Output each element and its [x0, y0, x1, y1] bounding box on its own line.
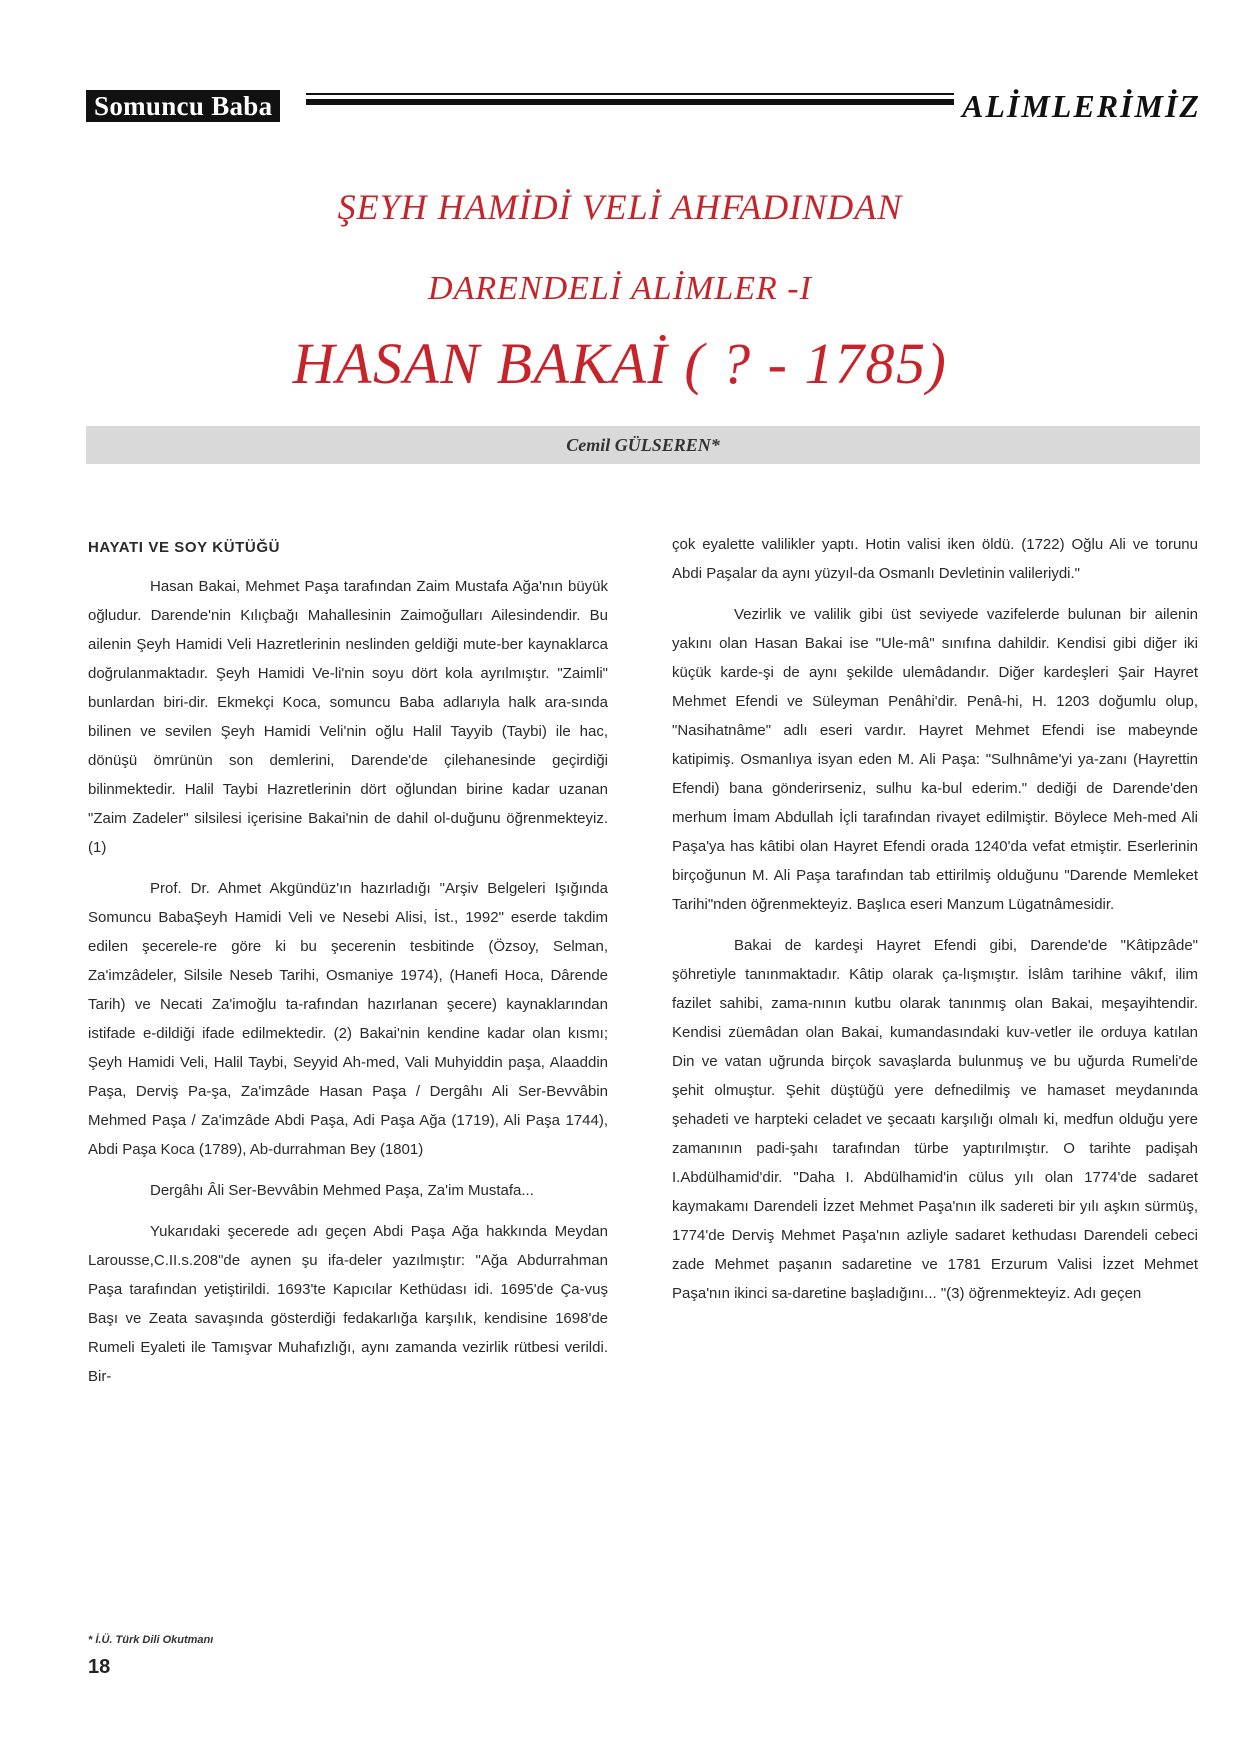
- paragraph: Yukarıdaki şecerede adı geçen Abdi Paşa Ağa hakkında Meydan Larousse,C.II.s.208"de aynen şu ifa-deler yazılmıştır: "Ağa Abdurrahman Paşa tarafından yetiştirildi. 1693'te Kapıcılar Kethüdası idi. 1695'de Ça-vuş Başı ve Zeata savaşında gösterdiği fedakarlığa karşılık, kendisine 1698'de Rumeli Eyaleti ile Tamışvar Muhafızlığı, aynı zamanda vezirlik rütbesi verildi. Bir-: [88, 1223, 608, 1385]
- page-number: 18: [88, 1656, 111, 1678]
- magazine-brand: Somuncu Baba: [86, 90, 280, 122]
- section-heading: HAYATI VE SOY KÜTÜĞÜ: [88, 539, 281, 556]
- header-rule-thick: [306, 99, 954, 105]
- page-header: [86, 88, 1200, 124]
- paragraph: çok eyalette valilikler yaptı. Hotin valisi iken öldü. (1722) Oğlu Ali ve torunu Abdi Paşalar da aynı yüzyıl-da Osmanlı Devletinin valileriydi.": [672, 536, 1198, 582]
- left-column: [88, 534, 608, 1403]
- paragraph: Hasan Bakai, Mehmet Paşa tarafından Zaim Mustafa Ağa'nın büyük oğludur. Darende'nin Kılıçbağı Mahallesinin Zaimoğulları Ailesindendir. Bu ailenin Şeyh Hamidi Veli Hazretlerinin neslinden geldiği mute-ber kaynaklarca doğrulanmaktadır. Şeyh Hamidi Ve-li'nin soyu dört kola ayrılmıştır. "Zaimli" bunlardan biri-dir. Ekmekçi Koca, somuncu Baba adlarıyla halk ara-sında bilinen ve sevilen Şeyh Hamidi Veli'nin oğlu Halil Tayyib (Taybi) ile hac, dönüşü ömrünün son demlerini, Darende'de çilehanesinde geçirdiği bilinmektedir. Halil Taybi Hazretlerinin dört oğlundan birine kadar uzanan "Zaim Zadeler" silsilesi içerisine Bakai'nin de dahil ol-duğunu öğrenmekteyiz.(1): [88, 578, 608, 856]
- article-title-main: HASAN BAKAİ ( ? - 1785): [292, 331, 948, 396]
- article-title-line-2: DARENDELİ ALİMLER -I: [428, 270, 812, 307]
- paragraph: Prof. Dr. Ahmet Akgündüz'ın hazırladığı "Arşiv Belgeleri Işığında Somuncu BabaŞeyh Hamidi Veli ve Nesebi Alisi, İst., 1992" eserde takdim edilen şecerele-re göre ki bu şecerenin tesbitinde (Özsoy, Selman, Za'imzâdeler, Silsile Neseb Tarihi, Osmaniye 1974), (Hanefi Hoca, Dârende Tarih) ve Necati Za'imoğlu ta-rafından hazırlanan şecere) kaynaklarından istifade e-dildiği ifade edilmektedir. (2) Bakai'nin kendine kadar olan kısmı; Şeyh Hamidi Veli, Halil Taybi, Seyyid Ah-med, Vali Muhyiddin paşa, Alaaddin Paşa, Derviş Pa-şa, Za'imzâde Hasan Paşa / Dergâhı Ali Ser-Bevvâbin Mehmed Paşa / Za'imzâde Abdi Paşa, Adi Paşa Ağa (1719), Ali Paşa 1744), Abdi Paşa Koca (1789), Ab-durrahman Bey (1801): [88, 880, 608, 1158]
- footnote: * İ.Ü. Türk Dili Okutmanı: [88, 1634, 214, 1646]
- section-title: ALİMLERİMİZ: [962, 88, 1201, 124]
- right-column: [672, 530, 1198, 1320]
- header-rule-thin: [306, 93, 954, 95]
- paragraph: Vezirlik ve valilik gibi üst seviyede vazifelerde bulunan bir ailenin yakını olan Hasan Bakai ise "Ule-mâ" sınıfına dahildir. Kendisi gibi diğer iki küçük karde-şi de aynı şekilde ulemâdandır. Diğer kardeşleri Şair Hayret Mehmet Efendi ve Süleyman Penâhi'dir. Penâ-hi, H. 1203 doğumlu olup, "Nasihatnâme" adlı eseri vardır. Hayret Mehmet Efendi ise mabeynde katipimiş. Osmanlıya isyan eden M. Ali Paşa: "Sulhnâme'yi ya-zanı (Hayrettin Efendi) bana gönderirseniz, sulhu ka-bul ederim." dediği de Darende'den merhum İmam Abdullah İçli tarafından rivayet edilmiştir. Böylece Meh-med Ali Paşa'ya has kâtibi olan Hayret Efendi orada 1240'da vefat etmiştir. Eserlerinin birçoğunun M. Ali Paşa tarafından tab ettirilmiş olduğunu "Darende Memleket Tarihi"nden öğrenmekteyiz. Başlıca eseri Manzum Lügatnâmesidir.: [672, 606, 1198, 913]
- author-band: [86, 426, 1200, 464]
- paragraph: Dergâhı Âli Ser-Bevvâbin Mehmed Paşa, Za'im Mustafa...: [150, 1182, 534, 1199]
- author-name: Cemil GÜLSEREN*: [566, 435, 720, 455]
- article-title-line-1: ŞEYH HAMİDİ VELİ AHFADINDAN: [337, 187, 903, 227]
- paragraph: Bakai de kardeşi Hayret Efendi gibi, Darende'de "Kâtipzâde" şöhretiyle tanınmaktadır. Kâtip olarak ça-lışmıştır. İslâm tarihine vâkıf, ilim fazilet sahibi, zama-nının kutbu olarak tanınmış olan Bakai, meşayihtendir. Kendisi züemâdan olan Bakai, kumandasındaki kuv-vetler ile orduya katılan Din ve vatan uğrunda birçok savaşlarda bulunmuş ve bu uğurda Rumeli'de şehit olmuştur. Şehit düştüğü yere defnedilmiş ve hamaset meydanında şehadeti ve harpteki celadet ve şecaatı karşılığı olmalı ki, medfun olduğu yere zamanının padi-şahı tarafından türbe yaptırılmıştır. O tarihte padişah I.Abdülhamid'dir. "Daha I. Abdülhamid'in cülus yılı olan 1774'de sadaret kaymakamı Darendeli İzzet Mehmet Paşa'nın ilk sadereti bir yılı aşkın sürmüş, 1774'de Derviş Mehmet Paşa'nın azliyle sadaret kethudası Darendeli cebeci zade Mehmet paşanın sadaretine ve 1781 Erzurum Valisi İzzet Mehmet Paşa'nın ikinci sa-daretine başladığını... "(3) öğrenmekteyiz. Adı geçen: [672, 937, 1198, 1302]
